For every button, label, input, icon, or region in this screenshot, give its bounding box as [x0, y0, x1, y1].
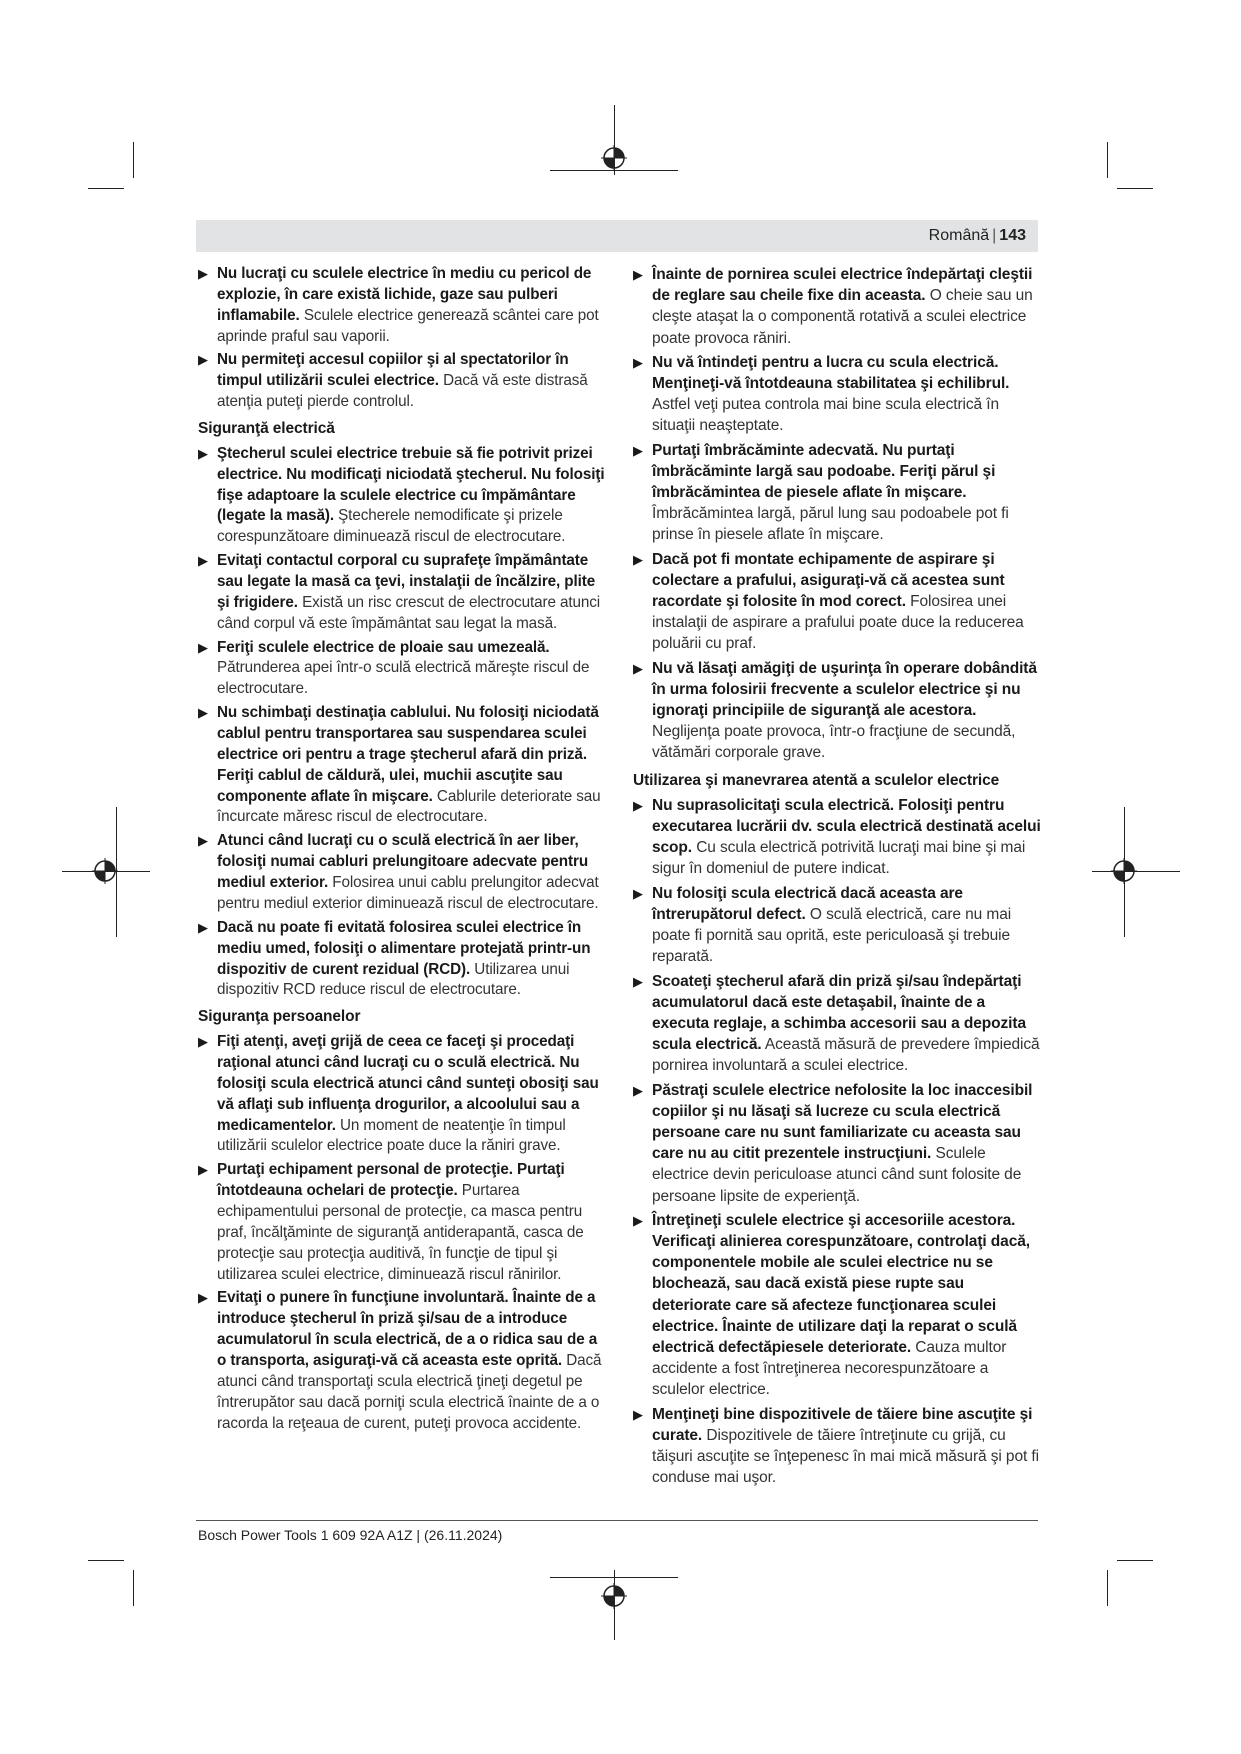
list-item — [633, 1404, 1041, 1489]
item-bold-text: Ştecherul sculei electrice trebuie să fie potrivit prizei electrice. Nu modificaţi niciodată ştecherul. Nu folosiţi fişe adaptoare la sculele electrice cu împământare (legate la masă). — [217, 444, 605, 525]
item-text: Neglijenţa poate provoca, într-o fracţiune de secundă, vătămări corporale grave. — [652, 723, 1016, 762]
item-text: Dispozitivele de tăiere întreţinute cu grijă, cu tăişuri ascuţite se înţepenesc în mai mică măsură şi pot fi conduse mai uşor. — [652, 1426, 1039, 1487]
item-bold-text: Menţineţi bine dispozitivele de tăiere bine ascuţite şi curate. — [652, 1405, 1033, 1444]
arrow-icon: ▶ — [198, 833, 208, 849]
arrow-icon: ▶ — [633, 1082, 643, 1098]
item-bold-text: Înainte de pornirea sculei electrice îndepărtaţi cleştii de reglare sau cheile fixe din aceasta. — [652, 266, 1033, 305]
header-text — [929, 226, 1026, 246]
item-bold-text: Purtaţi îmbrăcăminte adecvată. Nu purtaţi îmbrăcăminte largă sau podoabe. Feriţi părul şi îmbrăcămintea de piesele aflate în mişcare. — [652, 441, 996, 502]
arrow-icon: ▶ — [198, 445, 208, 461]
item-text: Sculele electrice generează scântei care pot aprinde praful sau vaporii. — [217, 306, 599, 345]
crop-mark — [1107, 142, 1108, 178]
item-text: Această măsură de prevedere împiedică pornirea involuntară a sculei electrice. — [652, 1036, 1040, 1075]
item-text: Cu scula electrică potrivită lucraţi mai bine şi mai sigur în domeniul de putere indicat. — [652, 839, 1026, 878]
list-item — [198, 638, 606, 701]
header-separator: | — [992, 227, 997, 244]
item-text: Dacă vă este distrasă atenţia puteţi pierde controlul. — [217, 372, 588, 411]
list-item — [198, 1160, 606, 1285]
list-item — [198, 350, 606, 413]
item-bold-text: Nu suprasolicitaţi scula electrică. Folosiţi pentru executarea lucrării dv. scula electrică destinată acelui scop. — [652, 796, 1041, 857]
arrow-icon: ▶ — [633, 267, 643, 282]
arrow-icon: ▶ — [633, 1406, 643, 1422]
item-text: Îmbrăcămintea largă, părul lung sau podoabele pot fi prinse în piesele aflate în mişcare. — [652, 505, 1009, 544]
item-bold-text: Feriţi sculele electrice de ploaie sau umezeală. — [217, 638, 550, 656]
item-bold-text: Purtaţi echipament personal de protecţie. Purtaţi întotdeauna ochelari de protecţie. — [217, 1161, 565, 1200]
list-item — [633, 1210, 1041, 1401]
item-text: O sculă electrică, care nu mai poate fi pornită sau oprită, este periculoasă şi trebuie reparată. — [652, 905, 1012, 966]
item-bold-text: Nu lucraţi cu sculele electrice în mediu cu pericol de explozie, în care există lichide, gaze sau pulberi inflamabile. — [217, 265, 592, 324]
list-item — [633, 1080, 1041, 1207]
list-item — [633, 264, 1041, 349]
crop-mark — [133, 142, 134, 178]
footer-divider — [196, 1520, 1038, 1521]
arrow-icon: ▶ — [633, 973, 643, 989]
section-heading: Siguranţă electrică — [198, 420, 335, 438]
list-item — [198, 551, 606, 634]
list-item — [633, 883, 1041, 968]
crop-mark — [133, 1570, 134, 1606]
arrow-icon: ▶ — [198, 1034, 208, 1050]
left-column — [198, 264, 606, 1437]
registration-target-icon — [601, 1583, 627, 1609]
item-bold-text: Nu vă lăsaţi amăgiţi de uşurinţa în operare dobândită în urma folosirii frecvente a sculelor electrice şi nu ignoraţi principiile de siguranţă ale acestora. — [652, 659, 1037, 720]
item-text: Utilizarea unui dispozitiv RCD reduce riscul de electrocutare. — [217, 960, 570, 999]
item-bold-text: Fiţi atenţi, aveţi grijă de ceea ce faceţi şi procedaţi raţional atunci când lucraţi cu o sculă electrică. Nu folosiţi scula electrică atunci când sunteţi obosiţi sau vă aflaţi sub influenţa drogurilor, a alcoolului sau a medicamentelor. — [217, 1033, 599, 1134]
section-heading: Utilizarea şi manevrarea atentă a sculelor electrice — [633, 771, 1000, 789]
item-text: Cablurile deteriorate sau încurcate măresc riscul de electrocutare. — [217, 787, 601, 826]
item-text: Sculele electrice devin periculoase atunci când sunt folosite de persoane lipsite de experienţă. — [652, 1145, 1022, 1205]
list-item — [198, 1032, 606, 1157]
list-item — [198, 831, 606, 914]
list-item — [198, 918, 606, 1001]
item-bold-text: Evitaţi contactul corporal cu suprafeţe împământate sau legate la masă ca ţevi, instalaţii de încălzire, plite şi frigidere. — [217, 552, 596, 611]
page-footer: Bosch Power Tools 1 609 92A A1Z | (26.11.2024) — [198, 1527, 503, 1543]
item-text: O cheie sau un cleşte ataşat la o componentă rotativă a sculei electrice poate provoca răniri. — [652, 287, 1033, 347]
item-bold-text: Nu folosiţi scula electrică dacă aceasta are întrerupătorul defect. — [652, 884, 963, 923]
list-item — [198, 264, 606, 347]
item-text: Un moment de neatenţie în timpul utilizării sculelor electrice poate duce la răniri grave. — [217, 1116, 566, 1155]
arrow-icon: ▶ — [198, 266, 208, 281]
crop-mark — [1107, 1570, 1108, 1606]
item-text: Pătrunderea apei într-o sculă electrică măreşte riscul de electrocutare. — [217, 659, 590, 698]
arrow-icon: ▶ — [198, 639, 208, 655]
arrow-icon: ▶ — [633, 1212, 643, 1228]
page-header — [196, 220, 1038, 252]
item-bold-text: Dacă pot fi montate echipamente de aspirare şi colectare a prafului, asiguraţi-vă că acestea sunt racordate şi folosite în mod corect. — [652, 550, 1005, 611]
list-item — [198, 444, 606, 548]
item-bold-text: Întreţineţi sculele electrice şi accesoriile acestora. Verificaţi alinierea corespunzătoare, controlaţi dacă, componentele mobile ale sculei electrice nu se blochează, sau dacă există piese rupte sau deteriorate care să afecteze funcţionarea sculei electrice. Înainte de utilizare daţi la reparat o sculă electrică defectăpiesele deteriorate. — [652, 1211, 1030, 1356]
list-item — [633, 440, 1041, 546]
arrow-icon: ▶ — [198, 553, 208, 569]
arrow-icon: ▶ — [198, 1290, 208, 1306]
item-bold-text: Dacă nu poate fi evitată folosirea sculei electrice în mediu umed, folosiţi o alimentare protejată printr-un dispozitiv de curent rezidual (RCD). — [217, 918, 591, 978]
item-text: Există un risc crescut de electrocutare atunci când corpul vă este împământat sau legat la masă. — [217, 593, 601, 632]
arrow-icon: ▶ — [633, 442, 643, 458]
page-number: 143 — [999, 227, 1026, 244]
arrow-icon: ▶ — [198, 919, 208, 935]
item-text: Astfel veţi putea controla mai bine scula electrică în situaţii neaşteptate. — [652, 396, 999, 435]
item-text: Purtarea echipamentului personal de protecţie, ca masca pentru praf, încălţăminte de siguranţă antiderapantă, casca de protecţie sau protecţia auditivă, în funcţie de tipul şi utilizarea sculei electrice, diminuează riscul rănirilor. — [217, 1182, 584, 1283]
item-bold-text: Nu permiteţi accesul copiilor şi al spectatorilor în timpul utilizării sculei electrice. — [217, 351, 569, 390]
list-item — [198, 703, 606, 828]
item-bold-text: Scoateţi ştecherul afară din priză şi/sau îndepărtaţi acumulatorul dacă este detaşabil, înainte de a executa reglaje, a schimba accesorii sau a depozita scula electrică. — [652, 972, 1026, 1054]
item-text: Folosirea unui cablu prelungitor adecvat pentru mediul exterior diminuează riscul de electrocutare. — [217, 874, 599, 912]
arrow-icon: ▶ — [633, 354, 643, 370]
crop-mark — [88, 188, 124, 189]
item-text: Folosirea unei instalaţii de aspirare a prafului poate duce la reducerea poluării cu praf. — [652, 593, 1024, 653]
arrow-icon: ▶ — [198, 705, 208, 721]
registration-target-icon — [1111, 858, 1137, 884]
list-item — [633, 549, 1041, 655]
registration-target-icon — [601, 145, 627, 171]
item-bold-text: Nu schimbaţi destinaţia cablului. Nu folosiţi niciodată cablul pentru transportarea sau suspendarea sculei electrice ori pentru a trage ştecherul afară din priză. Feriţi cablul de căldură, ulei, muchii ascuţite sau componente aflate în mişcare. — [217, 704, 599, 805]
registration-target-icon — [92, 858, 118, 884]
crop-mark — [550, 1577, 678, 1578]
list-item — [198, 1288, 606, 1434]
crop-mark — [1117, 188, 1153, 189]
list-item — [633, 795, 1041, 880]
item-bold-text: Păstraţi sculele electrice nefolosite la loc inaccesibil copiilor şi nu lăsaţi să lucreze cu scula electrică persoane care nu sunt familiarizate cu aceasta sau care nu au citit prezentele instrucţiuni. — [652, 1081, 1033, 1163]
list-item — [633, 971, 1041, 1077]
item-bold-text: Nu vă întindeţi pentru a lucra cu scula electrică. Menţineţi-vă întotdeauna stabilitatea şi echilibrul. — [652, 353, 1010, 393]
crop-mark — [1117, 1560, 1153, 1561]
list-item — [633, 658, 1041, 764]
arrow-icon: ▶ — [198, 352, 208, 368]
section-heading: Siguranţa persoanelor — [198, 1008, 361, 1026]
list-item — [633, 352, 1041, 437]
item-bold-text: Atunci când lucraţi cu o sculă electrică în aer liber, folosiţi numai cabluri prelungitoare adecvate pentru mediul exterior. — [217, 832, 589, 892]
arrow-icon: ▶ — [633, 797, 643, 813]
item-text: Ştecherele nemodificate şi prizele corespunzătoare diminuează riscul de electrocutare. — [217, 507, 566, 546]
crop-mark — [88, 1560, 124, 1561]
arrow-icon: ▶ — [633, 551, 643, 567]
arrow-icon: ▶ — [633, 885, 643, 901]
right-column — [633, 264, 1041, 1491]
item-text: Cauza multor accidente a fost întreţinerea necorespunzătoare a sculelor electrice. — [652, 1338, 1007, 1399]
arrow-icon: ▶ — [198, 1162, 208, 1178]
header-language: Română — [928, 227, 990, 244]
item-bold-text: Evitaţi o punere în funcţiune involuntară. Înainte de a introduce ştecherul în priză şi/sau de a introduce acumulatorul în scula electrică, de a o ridica sau de a o transporta, asiguraţi-vă că aceasta este oprită. — [217, 1289, 598, 1369]
item-text: Dacă atunci când transportaţi scula electrică ţineţi degetul pe întrerupător sau dacă porniţi scula electrică înainte de a o racorda la reţeaua de curent, puteţi provoca accidente. — [217, 1351, 602, 1432]
arrow-icon: ▶ — [633, 660, 643, 676]
